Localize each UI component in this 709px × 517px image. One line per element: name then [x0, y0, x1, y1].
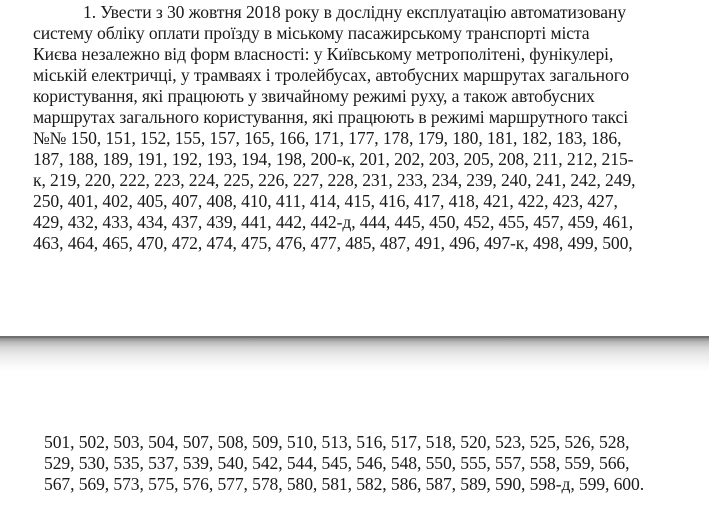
text-line: систему обліку оплати проїзду в міському пасажирському транспорті міста — [33, 23, 590, 43]
text-line: №№ 150, 151, 152, 155, 157, 165, 166, 171, 177, 178, 179, 180, 181, 182, 183, 186, — [33, 128, 622, 148]
text-line: Києва незалежно від форм власності: у Київському метрополітені, фунікулері, — [33, 44, 614, 64]
text-line: користування, які працюють у звичайному режимі руху, а також автобусних — [33, 86, 595, 106]
text-line: к, 219, 220, 222, 223, 224, 225, 226, 227, 228, 231, 233, 234, 239, 240, 241, 242, 249, — [33, 170, 636, 190]
document-page-bottom — [0, 371, 709, 517]
text-line: 187, 188, 189, 191, 192, 193, 194, 198, 200-к, 201, 202, 203, 205, 208, 211, 212, 215- — [33, 149, 634, 169]
text-line: 501, 502, 503, 504, 507, 508, 509, 510, 513, 516, 517, 518, 520, 523, 525, 526, 528, — [44, 432, 630, 452]
text-line: маршрутах загального користування, які працюють в режимі маршрутного таксі — [33, 107, 629, 127]
paragraph-1 — [33, 2, 705, 254]
text-line: міській електричці, у трамваях і тролейбусах, автобусних маршрутах загального — [33, 65, 630, 85]
text-line: 463, 464, 465, 470, 472, 474, 475, 476, 477, 485, 487, 491, 496, 497-к, 498, 499, 500, — [33, 233, 633, 253]
text-line: 567, 569, 573, 575, 576, 577, 578, 580, 581, 582, 586, 587, 589, 590, 598-д, 599, 600. — [44, 474, 645, 494]
text-line: 1. Увести з 30 жовтня 2018 року в дослідну експлуатацію автоматизовану — [83, 2, 626, 22]
paragraph-1-continued — [44, 432, 704, 495]
text-line: 250, 401, 402, 405, 407, 408, 410, 411, 414, 415, 416, 417, 418, 421, 422, 423, 427, — [33, 191, 618, 211]
page-break-shadow — [0, 338, 709, 371]
text-line: 429, 432, 433, 434, 437, 439, 441, 442, 442-д, 444, 445, 450, 452, 455, 457, 459, 461, — [33, 212, 634, 232]
text-line: 529, 530, 535, 537, 539, 540, 542, 544, 545, 546, 548, 550, 555, 557, 558, 559, 566, — [44, 453, 630, 473]
